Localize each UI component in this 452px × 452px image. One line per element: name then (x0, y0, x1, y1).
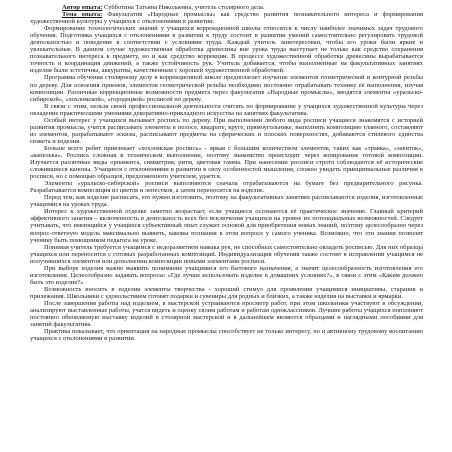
paragraph: Особый интерес у учащихся вызывает роспись по дереву. При выполнении любого вида росписи учащиеся знакомятся с историей развития промысла, учатся расписывать элементы в полосе, квадрате, круге, прямоугольнике, выполнять композицию главного, составляют из элементов, разрабатывают эскизы, расписывают предметы на сферических и плоских поверхностях, добиваются стилевого единства сюжета и изделия. (30, 116, 423, 145)
paragraph: Программа обучения столярному делу в коррекционной школе предполагает изучение элементов геометрической и контурной резьбы по дереву. Для освоения приемов, элементов геометрической резьбы необходимо постоянно отрабатывать технику её выполнения, изучая композиции. Различные коррекционные возможности предмета через факультатив «Народные промыслы», вводятся элементы «уральско-сибирской», «хохломской», «городецкой» росписей по дереву. (30, 74, 423, 103)
paragraph: Элементы «уральско-сибирской» росписи выполняются сначала отрабатываются на бумаге без предварительного рисунка. Разрабатывается композиция из цветов и лепестков, а затем переносится на изделие. (30, 180, 423, 195)
document-page (30, 4, 423, 448)
paragraph: Практика показывает, что ориентация на народные промыслы способствует не только интересу, но и активному трудовому воспитанию учащихся с отклонениями в развитии. (30, 328, 423, 343)
topic-label: Тема опыта: (62, 11, 103, 19)
paragraph: Возможность вносить в изделия элементы творчества - хороший стимул для проявления учащимися инициативы, старания и прилежания. Школьники с удовольствием готовят подарки и сувениры для родных и близких, а также изделия на выставки и ярмарки. (30, 285, 423, 300)
paragraph: Перед тем, как изделие расписать, его нужно изготовить, поэтому на факультативных занятиях расписываются изделия, изготовленные учащимися на уроках труда. (30, 194, 423, 209)
paragraph: После завершения работы над изделием, в мастерской устраиваются просмотр работ, при этом школьники участвуют в обсуждении, анализируют выставленные работы, учатся видеть и оценку своим работам и работам одноклассников. Лучшие работы учащихся пополняют постоянно обновляемую выставку изделий в столярной мастерской и в дальнейшем являются образцами и наглядными пособиями для занятий факультатива. (30, 299, 423, 329)
topic-line (30, 11, 423, 25)
topic-value: Факультатив «Народные промыслы» как средство развития познавательного интереса и формирования художественной культуры у учащихся с отклонениями в развитии. (30, 11, 423, 26)
author-line (30, 4, 423, 11)
paragraph: Больше всего ребят привлекает «хохломская роспись» - яркая с большим количеством элементов, таких как «травка», «завиток», «капелька». Роспись сложная в техническом выполнении, поэтому знакомство происходит через копирование готовой композиции. Изучается различные виды орнамента, симметрия, ритм, цветовая гамма. При нанесении росписи строго соблюдаются её исторические сложившиеся каноны. Учащиеся с отклонениями в развитии в силу особенностей мышления, сложно увидеть принципиальные различия в росписи, но с помощью образцов, предложенного учителем, удается. (30, 144, 423, 181)
paragraph: В связи с этим, нельзя своей профессиональной деятельности считать по формирование у учащихся художественной культуры через овладение практическими умениями декоративно-прикладного искусства на занятиях факультатива. (30, 102, 423, 117)
paragraph: Интерес к художественной отделке заметно возрастает, если учащиеся осознаются её практическое значение. Главный критерий эффективного занятия – включенность в деятельность всех без исключения учащихся на уровне их потенциальных возможностей. Следует учитывать, что имеющийся у учащихся субъективный опыт служит основой для приобретения новых знаний, поэтому целесообразно через вопрос-ответную модель максимально выявить, каковы познания в этом вопросе у самого ученика. Возможно, что эти знания позволят ученику быть помощником педагога на уроке. (30, 208, 423, 244)
paragraph: Формирование технологических знаний у учащихся коррекционной школы относится к числу наиболее значимых задач трудового обучения. Подготовка учащихся с отклонениями в развитии к труду состоит в развитии умений самостоятельно регулировать трудовой деятельностью и поведение в соответствии с условиями труда. Каждый учитель заинтересован, чтобы его уроки были яркие и увлекательные. В данном случае художественная обработка древесины вне урока труда выступает не только как средство сохранения познавательного интереса к предмету, но и как средство коррекции. В процессе художественной обработки древесины вырабатывается точность и координация движений, а также устойчивость рук. Учитель добивается, чтобы выполненные на факультативных занятиях изделия были эстетичны, аккуратны, качественным с хорошей художественной обработкой. (30, 25, 423, 75)
paragraph: При выборе изделия важно выявить понимание учащимися его бытового назначения, а значит целесообразность изготовления его изготовления. Целесообразно задавать вопросы: «Где лучше использовать изделие в домашних условиях?», в связи с этим «Каким должно быть это изделие?» (30, 264, 423, 286)
author-label: Автор опыта: (62, 4, 103, 11)
paragraph: Понимая учитель требуется учащимся с недоразвитием навыка рук, не способных самостоятельно овладеть росписью. Для них образцы учащихся или переносится с готовых разработанных композиций. Индивидуализация обучения также состоит в исправлении учащимся не получившихся элементов или дополнении композиции новыми элементами росписи. (30, 243, 423, 265)
author-value: Субботина Татьяна Николаевна, учитель столярного дела. (102, 4, 265, 11)
